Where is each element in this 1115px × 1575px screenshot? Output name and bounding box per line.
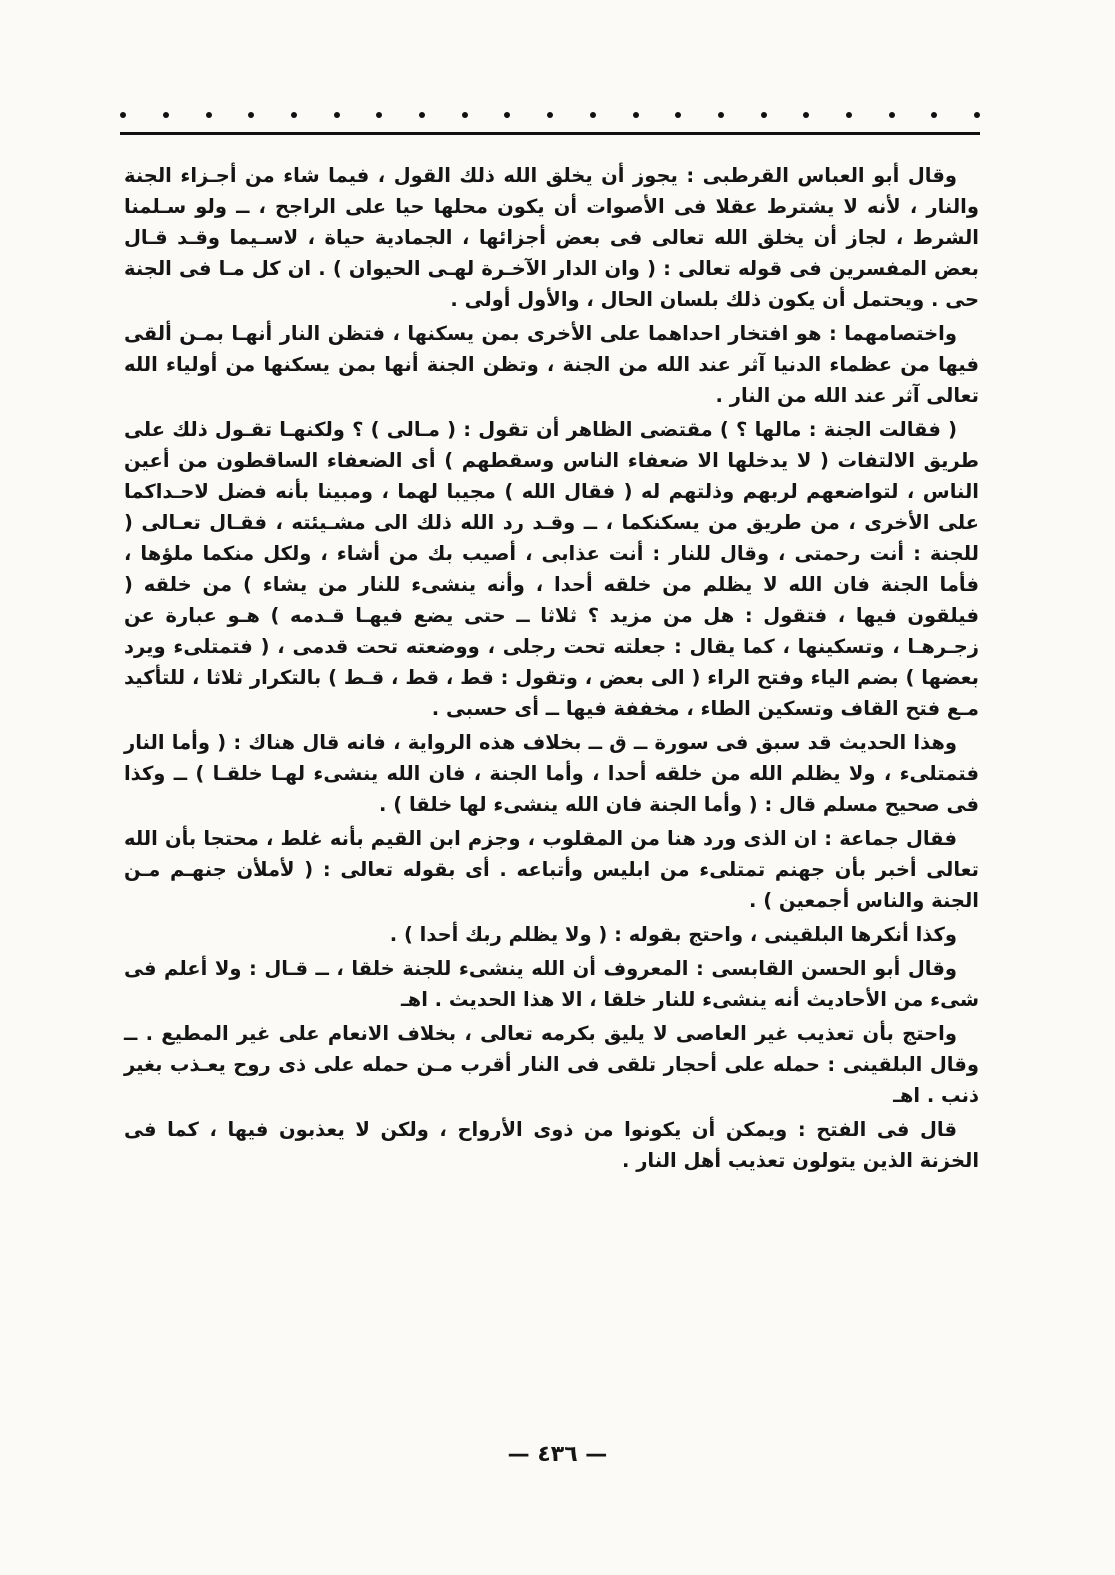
paragraph: فقال جماعة : ان الذى ورد هنا من المقلوب ، وجزم ابن القيم بأنه غلط ، محتجا بأن الله تعالى أخبر بأن جهنم تمتلىء من ابليس وأتباعه . أى بقوله تعالى : ( لأملأن جنهـم مـن الجنة والناس أجمعين ) . bbox=[124, 827, 979, 912]
page-body bbox=[124, 160, 979, 1179]
paragraph: ( فقالت الجنة : مالها ؟ ) مقتضى الظاهر أن تقول : ( مـالى ) ؟ ولكنهـا تقـول ذلك على طريق الالتفات ( لا يدخلها الا ضعفاء الناس وسقطهم ) أى الضعفاء الساقطون من أعين الناس ، لتواضعهم لربهم وذلتهم له ( فقال الله ) مجيبا لهما ، ومبينا بأنه فضل لاحـداكما على الأخرى ، من طريق من يسكنكما ، ــ وقـد رد الله ذلك الى مشـيئته ، فقـال تعـالى ( للجنة : أنت رحمتى ، وقال للنار : أنت عذابى ، أصيب بك من أشاء ، ولكل منكما ملؤها ، فأما الجنة فان الله لا يظلم من خلقه أحدا ، وأنه ينشىء للنار من يشاء ) من خلقه ( فيلقون فيها ، فتقول : هل من مزيد ؟ ثلاثا ــ حتى يضع فيهـا قـدمه ) هـو عبارة عن زجـرهـا ، وتسكينها ، كما يقال : جعلته تحت رجلى ، ووضعته تحت قدمى ، ( فتمتلىء ويرد بعضها ) بضم الياء وفتح الراء ( الى بعض ، وتقول : قط ، قط ، قـط ) بالتكرار ثلاثا ، للتأكيد مـع فتح القاف وتسكين الطاء ، مخففة فيها ــ أى حسبى . bbox=[124, 418, 979, 720]
paragraph: وقال أبو العباس القرطبى : يجوز أن يخلق الله ذلك القول ، فيما شاء من أجـزاء الجنة والنار ، لأنه لا يشترط عقلا فى الأصوات أن يكون محلها حيا على الراجح ، ــ ولو سـلمنا الشرط ، لجاز أن يخلق الله تعالى فى بعض أجزائها ، الجمادية حياة ، لاسـيما وقـد قـال بعض المفسرين فى قوله تعالى : ( وان الدار الآخـرة لهـى الحيوان ) . ان كل مـا فى الجنة حى . ويحتمل أن يكون ذلك بلسان الحال ، والأول أولى . bbox=[124, 164, 979, 311]
paragraph: وهذا الحديث قد سبق فى سورة ــ ق ــ بخلاف هذه الرواية ، فانه قال هناك : ( وأما النار فتمتلىء ، ولا يظلم الله من خلقه أحدا ، وأما الجنة ، فان الله ينشىء لهـا خلقـا ) ــ وكذا فى صحيح مسلم قال : ( وأما الجنة فان الله ينشىء لها خلقا ) . bbox=[124, 731, 979, 816]
paragraph: قال فى الفتح : ويمكن أن يكونوا من ذوى الأرواح ، ولكن لا يعذبون فيها ، كما فى الخزنة الذين يتولون تعذيب أهل النار . bbox=[124, 1118, 979, 1172]
paragraph: واختصامهما : هو افتخار احداهما على الأخرى بمن يسكنها ، فتظن النار أنهـا بمـن ألقى فيها من عظماء الدنيا آثر عند الله من الجنة ، وتظن الجنة أنها بمن يسكنها من أولياء الله تعالى آثر عند الله من النار . bbox=[124, 322, 979, 407]
paragraph: وقال أبو الحسن القابسى : المعروف أن الله ينشىء للجنة خلقا ، ــ قـال : ولا أعلم فى شىء من الأحاديث أنه ينشىء للنار خلقا ، الا هذا الحديث . اهـ bbox=[124, 957, 979, 1011]
header-dot-ornament bbox=[120, 112, 980, 118]
paragraph: واحتج بأن تعذيب غير العاصى لا يليق بكرمه تعالى ، بخلاف الانعام على غير المطيع . ــ وقال البلقينى : حمله على أحجار تلقى فى النار أقرب مـن حمله على ذى روح يعـذب بغير ذنب . اهـ bbox=[124, 1022, 979, 1107]
paragraph: وكذا أنكرها البلقينى ، واحتج بقوله : ( ولا يظلم ربك أحدا ) . bbox=[389, 923, 957, 946]
header-rule bbox=[120, 132, 980, 135]
page-number: — ٤٣٦ — bbox=[507, 1442, 608, 1467]
